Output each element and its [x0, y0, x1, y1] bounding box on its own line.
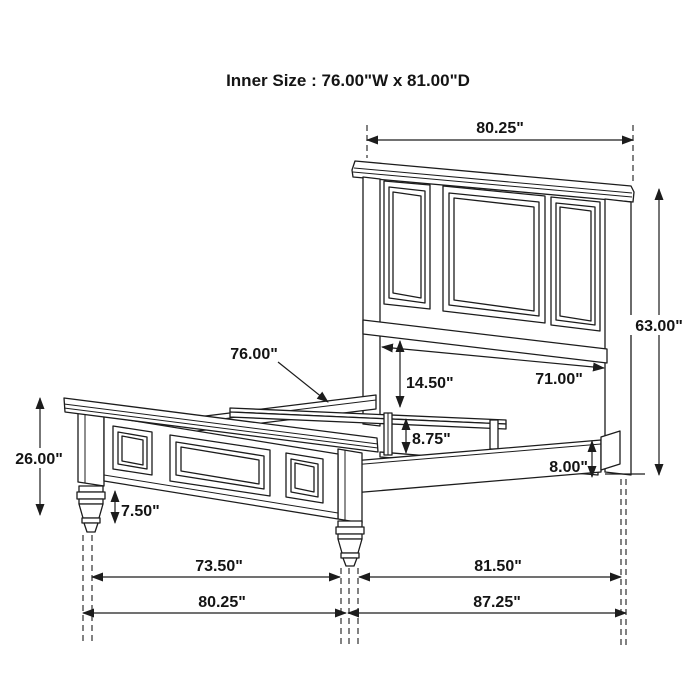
- right-foot: [336, 521, 364, 566]
- dim-label-slat-support-height: 8.75": [412, 431, 451, 448]
- dim-label-footboard-width: 80.25": [198, 594, 246, 611]
- dim-label-footboard-height: 26.00": [15, 451, 63, 468]
- dim-label-headboard-width: 80.25": [476, 120, 524, 137]
- leader-slat-width: [278, 362, 328, 402]
- footboard: [64, 398, 378, 566]
- dim-label-slat-width: 76.00": [230, 346, 278, 363]
- dim-label-rail-inner-length: 71.00": [535, 371, 583, 388]
- dim-label-footboard-clearance: 7.50": [121, 503, 160, 520]
- dim-label-footboard-inner-span: 73.50": [195, 558, 243, 575]
- dim-label-overall-depth: 87.25": [473, 594, 521, 611]
- dim-label-side-rail-height: 8.00": [549, 459, 588, 476]
- dim-label-panel-to-slat: 14.50": [406, 375, 454, 392]
- left-foot: [77, 486, 105, 532]
- diagram-title: Inner Size : 76.00"W x 81.00"D: [226, 71, 470, 90]
- dim-label-headboard-height: 63.00": [635, 318, 683, 335]
- dim-label-side-inner-span: 81.50": [474, 558, 522, 575]
